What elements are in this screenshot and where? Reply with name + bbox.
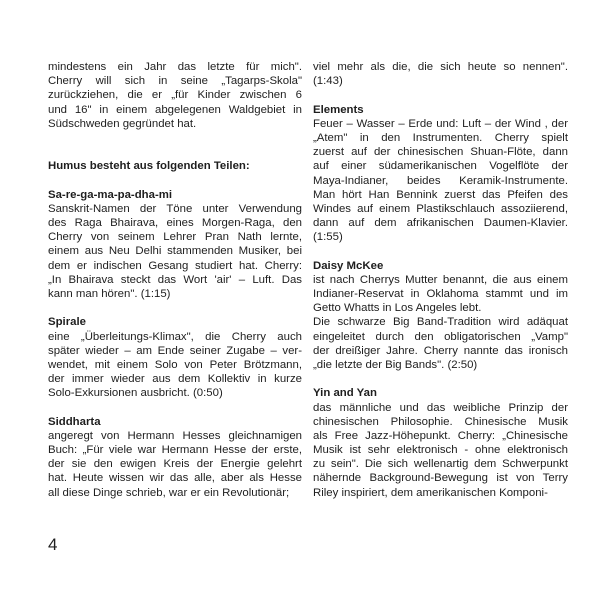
text-line: (1:55) <box>313 231 343 244</box>
text-line: Solo-Exkursionen ausbricht. (0:50) <box>48 387 223 400</box>
text-line: Cherry von seinem Lehrer Pran Nath lernte, <box>48 231 302 244</box>
text-line: Getto Whatts in Los Angeles lebt. <box>313 302 482 315</box>
text-line: der dreißiger Jahre. Cherry nannte das ironisch <box>313 344 568 357</box>
text-line: Indianer-Reservat in Oklahoma stammt und im <box>313 288 568 300</box>
text-line: einem aus Neu Delhi stammenden Musiker, bei <box>48 245 302 258</box>
text-line: Musik ist sehr elektronisch - ohne elektronisch <box>313 444 568 457</box>
paragraph <box>313 60 568 88</box>
section-elements <box>313 103 568 245</box>
section-humus-besteht-aus-folgenden-teilen <box>48 159 302 173</box>
text-line: dem er indischen Gesang studiert hat. Cherry: <box>48 259 302 272</box>
text-line: Windes auf einem Plastikschlauch assoziierend, <box>313 202 568 215</box>
text-line: viel mehr als die, die sich heute so nennen". <box>313 61 568 73</box>
text-line: „In Bhairava steckt das Wort 'air' – Luft. Das <box>48 273 302 286</box>
text-line: nähernde Background-Bewegung ist von Terry <box>313 472 568 485</box>
text-line: Man hört Han Bennink zuerst das Pfeifen des <box>313 188 568 201</box>
section-sa-re-ga-ma-pa-dha-mi <box>48 188 302 302</box>
blank-line <box>48 401 302 415</box>
text-line: ist nach Cherrys Mutter benannt, die aus einem <box>313 273 568 286</box>
blank-line <box>48 174 302 188</box>
text-line: (1:43) <box>313 75 343 88</box>
blank-line <box>48 131 302 145</box>
paragraph <box>48 60 302 131</box>
text-line: „Atem" in den Instrumenten. Cherry spielt <box>313 131 568 144</box>
text-line: auf einer südamerikanischen Vogelflöte der <box>313 160 568 173</box>
text-line: eingeleitet durch den obligatorischen „Vamp" <box>313 330 568 343</box>
section-heading: Sa-re-ga-ma-pa-dha-mi <box>48 188 173 201</box>
blank-line <box>48 145 302 159</box>
left-column <box>48 60 302 500</box>
text-line: mindestens ein Jahr das letzte für mich". <box>48 61 302 73</box>
text-line: Sanskrit-Namen der Töne unter Verwendung <box>48 202 302 215</box>
text-line: Die schwarze Big Band-Tradition wird adäquat <box>313 316 568 329</box>
section-heading: Yin and Yan <box>313 387 377 400</box>
text-line: als Free Jazz-Höhepunkt. Cherry: „Chinesische <box>313 429 568 442</box>
text-line: kann man hören". (1:15) <box>48 288 171 300</box>
text-line: das männliche und das weibliche Prinzip der <box>313 401 568 414</box>
blank-line <box>313 372 568 386</box>
text-line: dann auf dem afrikanischen Daumen-Klavier. <box>313 217 568 230</box>
text-line: der sie den ewigen Kreis der Energie gelehrt <box>48 458 302 471</box>
section-heading: Humus besteht aus folgenden Teilen: <box>48 160 250 173</box>
right-column <box>313 60 568 500</box>
text-line: zurückziehen, die er „für Kinder zwischen 6 <box>48 89 302 102</box>
text-line: hat. Heute wissen wir das alle, aber als Hesse <box>48 472 302 485</box>
text-line: Feuer – Wasser – Erde und: Luft – der Wind , der <box>313 117 568 130</box>
text-line: und 16" in einem abgelegenen Waldgebiet in <box>48 103 302 116</box>
text-line: angeregt von Hermann Hesses gleichnamigen <box>48 429 302 442</box>
section-yin-and-yan <box>313 386 568 500</box>
page-number: 4 <box>48 535 58 554</box>
section-heading: Daisy McKee <box>313 259 384 272</box>
text-line: zu sein". Die sich wellenartig dem Schwerpunkt <box>313 458 568 471</box>
blank-line <box>313 88 568 102</box>
text-line: Buch: „Für viele war Hermann Hesse der erste, <box>48 444 302 457</box>
blank-line <box>48 301 302 315</box>
section-spirale <box>48 315 302 400</box>
text-line: Maya-Indianer, beides Keramik-Instrumente. <box>313 174 568 187</box>
section-heading: Siddharta <box>48 415 101 428</box>
text-line: Südschweden gegründet hat. <box>48 117 197 130</box>
text-line: „die letzte der Big Bands". (2:50) <box>313 358 478 371</box>
text-line: eine „Überleitungs-Klimax", die Cherry auch <box>48 330 302 343</box>
text-line: wendet, mit einem Solo von Peter Brötzmann, <box>48 358 302 371</box>
text-line: des Raga Bhairava, eines Morgen-Raga, den <box>48 217 302 230</box>
text-line: all diese Dinge schrieb, war er ein Revolutionär; <box>48 486 290 499</box>
section-heading: Elements <box>313 103 364 116</box>
section-daisy-mckee <box>313 259 568 373</box>
text-line: zuerst auf der chinesischen Shuan-Flöte, dann <box>313 146 568 159</box>
blank-line <box>313 244 568 258</box>
text-line: der immer wieder aus dem Kollektiv in kurze <box>48 373 302 386</box>
text-line: Riley inspiriert, dem amerikanischen Komponi- <box>313 486 548 499</box>
section-siddharta <box>48 415 302 500</box>
text-line: später wieder – am Ende seiner Zugabe – ver- <box>48 344 302 357</box>
section-heading: Spirale <box>48 316 86 329</box>
text-line: Cherry will sich in seine „Tagarps-Skola" <box>48 75 302 88</box>
text-line: chinesischen Philosophie. Chinesische Musik <box>313 415 568 428</box>
